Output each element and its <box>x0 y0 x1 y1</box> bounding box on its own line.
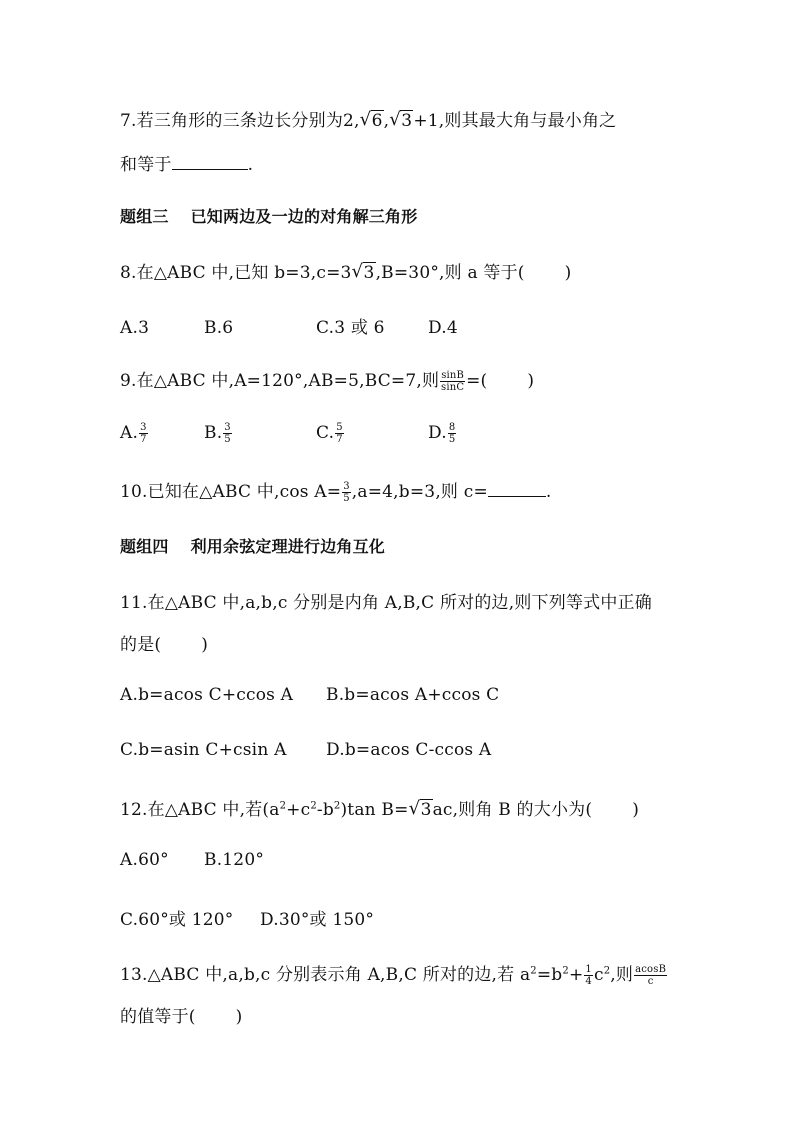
q13-frac2-den: c <box>647 976 654 987</box>
q11-line2 <box>120 630 208 655</box>
q12-options-row2 <box>120 905 374 930</box>
q8-option-a[interactable]: A.3 <box>120 318 150 338</box>
q7-line2 <box>120 150 253 175</box>
sqrt-3 <box>389 111 413 131</box>
q7-line1 <box>120 106 616 131</box>
q8-text-b: ,B=30°,则 a 等于( <box>375 263 525 283</box>
q13-mid1: =b <box>536 965 563 985</box>
q9-close: ) <box>527 371 535 391</box>
q11-options-row2 <box>120 740 491 760</box>
q12-option-a[interactable]: A.60° <box>120 850 169 870</box>
q12-mid3: )tan B= <box>340 800 409 820</box>
q12-sqrt: 3 <box>420 800 432 820</box>
q7-text-b: +1,则其最大角与最小角之 <box>413 111 617 131</box>
q9-option-c-letter: C. <box>316 423 335 443</box>
q9-option-a-den: 7 <box>140 434 147 445</box>
q11-option-c[interactable]: C.b=asin C+csin A <box>120 740 287 760</box>
q9-stem <box>120 366 534 393</box>
q7-period: . <box>247 155 254 175</box>
q9-option-a-num: 3 <box>140 422 147 433</box>
group4-label: 题组四 <box>120 537 169 556</box>
q13-frac1-den: 4 <box>585 976 592 987</box>
q12-stem <box>120 795 639 820</box>
q12-option-d[interactable]: D.30°或 150° <box>260 910 375 930</box>
q13-fraction-acosb <box>634 964 667 987</box>
q13-sup1: 2 <box>530 965 537 977</box>
q11-option-a[interactable]: A.b=acos C+ccos A <box>120 685 294 705</box>
q13-mid2: + <box>568 965 584 985</box>
q13-mid4: ,则 <box>610 965 634 985</box>
q13-stem <box>120 960 668 987</box>
q10-frac-num: 3 <box>343 481 350 492</box>
q12-text-a: 12.在△ABC 中,若(a <box>120 800 280 820</box>
q12-mid2: -b <box>316 800 334 820</box>
q9-option-c[interactable] <box>316 422 428 445</box>
group3-heading <box>120 204 417 227</box>
q10-text-a: 10.已知在△ABC 中,cos A= <box>120 482 342 502</box>
q9-option-b-frac <box>223 422 232 445</box>
q9-option-d-letter: D. <box>428 423 447 443</box>
q11-options-row1 <box>120 685 499 705</box>
q11-option-b[interactable]: B.b=acos A+ccos C <box>326 685 500 705</box>
q9-option-c-num: 5 <box>336 422 343 433</box>
q8-option-b[interactable]: B.6 <box>204 318 234 338</box>
q9-text-a: 9.在△ABC 中,A=120°,AB=5,BC=7,则 <box>120 371 440 391</box>
q12-options-row1 <box>120 850 264 870</box>
q11-close: ) <box>201 635 209 655</box>
sqrt-3-q8 <box>352 263 376 283</box>
q7-line2-text: 和等于 <box>120 155 172 175</box>
q7-comma: , <box>383 111 390 131</box>
q9-text-b: =( <box>466 371 488 391</box>
q9-option-b[interactable] <box>204 422 316 445</box>
q11-line1: 11.在△ABC 中,a,b,c 分别是内角 A,B,C 所对的边,则下列等式中正确 <box>120 593 652 613</box>
q7-sqrt-b: 3 <box>401 111 413 131</box>
q8-stem <box>120 258 571 283</box>
q9-option-a-frac <box>139 422 148 445</box>
sqrt-6 <box>360 111 384 131</box>
q8-options <box>120 313 458 338</box>
q10-fraction <box>342 481 351 504</box>
q13-text-b: 的值等于( <box>120 1007 196 1027</box>
q12-close: ) <box>632 800 640 820</box>
q9-frac-den: sinC <box>441 382 465 393</box>
q9-option-c-den: 7 <box>336 434 343 445</box>
sqrt-3-q12 <box>409 800 433 820</box>
q11-option-d[interactable]: D.b=acos C-ccos A <box>326 740 492 760</box>
q13-text-a: 13.△ABC 中,a,b,c 分别表示角 A,B,C 所对的边,若 a <box>120 965 531 985</box>
q12-option-c[interactable]: C.60°或 120° <box>120 910 234 930</box>
q12-sup1: 2 <box>279 800 287 812</box>
q12-option-b[interactable]: B.120° <box>204 850 265 870</box>
q9-option-a-letter: A. <box>120 423 139 443</box>
q12-sup3: 2 <box>333 800 341 812</box>
q8-close: ) <box>564 263 572 283</box>
q9-fraction <box>440 370 465 393</box>
q13-sup3: 2 <box>603 965 611 977</box>
q8-sqrt: 3 <box>363 263 375 283</box>
group3-label: 题组三 <box>120 207 169 226</box>
q9-option-b-letter: B. <box>204 423 223 443</box>
q12-sup2: 2 <box>310 800 317 812</box>
q10-text-b: ,a=4,b=3,则 c= <box>351 482 488 502</box>
q9-option-b-num: 3 <box>224 422 231 433</box>
q8-option-d[interactable]: D.4 <box>428 318 458 338</box>
q9-option-b-den: 5 <box>224 434 231 445</box>
q13-fraction-quarter <box>584 964 593 987</box>
q8-option-c[interactable]: C.3 或 6 <box>316 318 385 338</box>
q13-sup2: 2 <box>562 965 569 977</box>
q7-sqrt-a: 6 <box>371 111 383 131</box>
q13-line2 <box>120 1002 242 1027</box>
q13-mid3: c <box>593 965 604 985</box>
group4-title: 利用余弦定理进行边角互化 <box>190 537 386 556</box>
q9-option-a[interactable] <box>120 422 204 445</box>
q9-option-d[interactable] <box>428 422 457 445</box>
q13-frac1-num: 1 <box>585 964 592 975</box>
q9-option-d-den: 5 <box>448 434 456 445</box>
q10-answer-blank[interactable] <box>488 482 546 497</box>
q10-stem <box>120 477 552 504</box>
q9-options <box>120 422 457 445</box>
q9-option-d-frac <box>448 422 457 445</box>
group3-title: 已知两边及一边的对角解三角形 <box>190 207 418 226</box>
group4-heading <box>120 534 385 557</box>
q12-text-b: ac,则角 B 的大小为( <box>432 800 593 820</box>
q9-frac-num: sinB <box>441 370 465 381</box>
q10-period: . <box>545 482 552 502</box>
q8-text-a: 8.在△ABC 中,已知 b=3,c=3 <box>120 263 352 283</box>
q13-frac2-num: acosB <box>635 964 667 975</box>
q12-mid1: +c <box>286 800 311 820</box>
q11-text-a: 的是( <box>120 635 162 655</box>
q10-frac-den: 5 <box>343 493 350 504</box>
q13-close: ) <box>235 1007 243 1027</box>
q9-option-c-frac <box>335 422 344 445</box>
q9-option-d-num: 8 <box>448 422 456 433</box>
q7-text-a: 7.若三角形的三条边长分别为2, <box>120 111 360 131</box>
q7-answer-blank[interactable] <box>172 155 248 170</box>
